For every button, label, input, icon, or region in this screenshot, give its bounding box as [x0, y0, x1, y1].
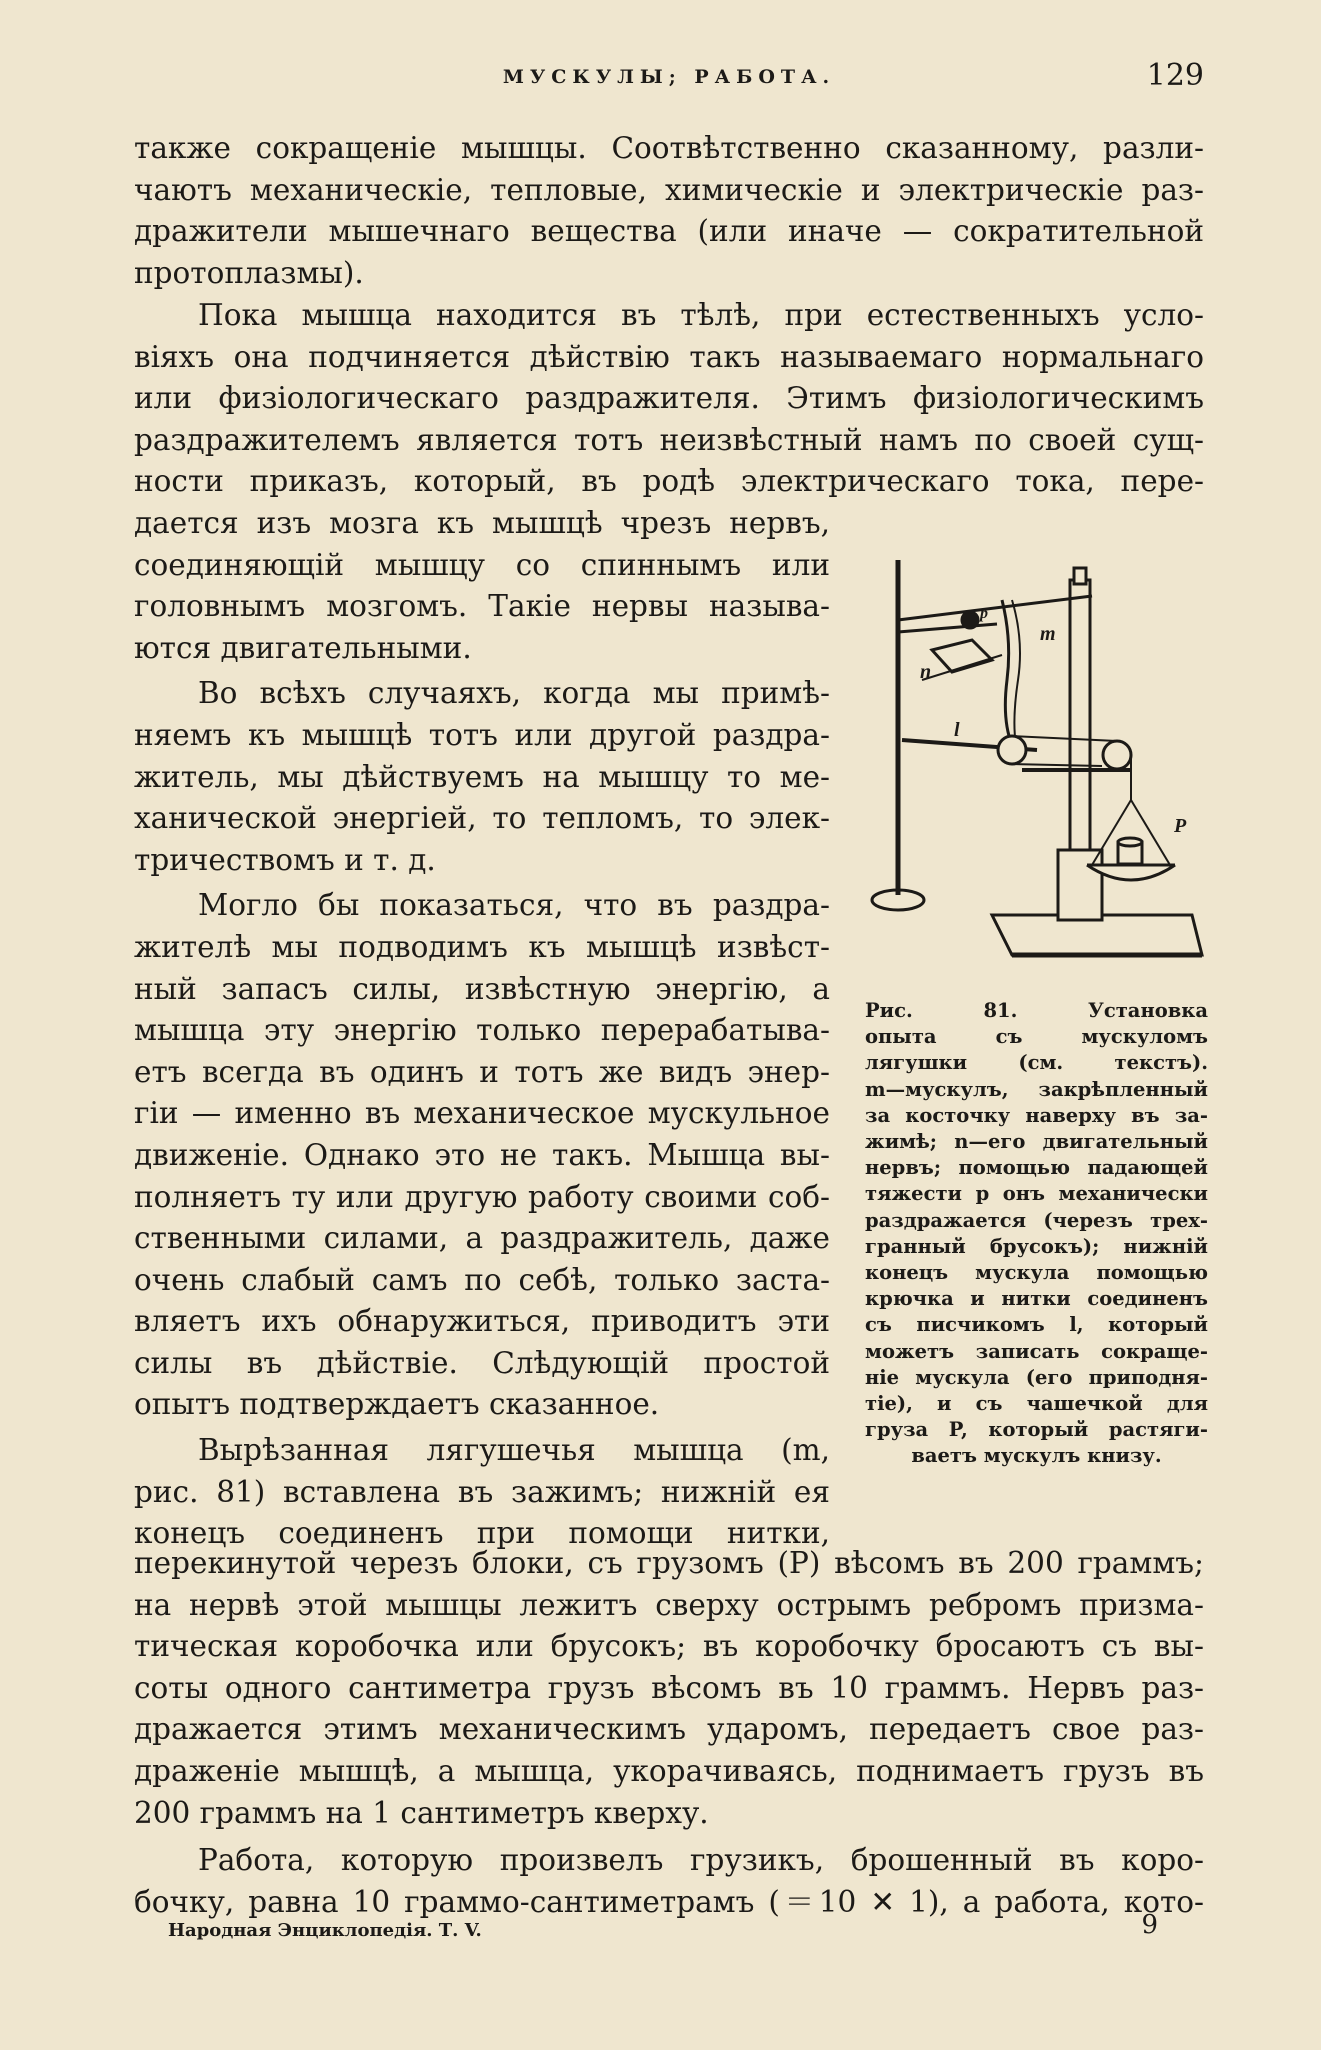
text-line: Вырѣзанная лягушечья мышца (m, [198, 1433, 830, 1468]
caption-line: Рис. 81. Установка [865, 999, 1208, 1022]
paragraph-physiological-stimulus [134, 295, 1204, 503]
text-line: Работа, которую произвелъ грузикъ, брошенный въ коро- [198, 1843, 1204, 1877]
text-line: движеніе. Однако это не такъ. Мышца вы- [134, 1137, 830, 1172]
paragraph-continuation [134, 128, 1204, 294]
paragraph-experiment [134, 1543, 1204, 1834]
caption-line: гранный брусокъ); нижній [865, 1234, 1208, 1258]
caption-line: съ писчикомъ l, который [865, 1313, 1208, 1337]
caption-line: нервъ; помощью падающей [865, 1156, 1208, 1180]
text-line: дражители мышечнаго вещества (или иначе — сократительной [134, 214, 1204, 249]
text-line: гіи — именно въ механическое мускульное [134, 1096, 830, 1131]
caption-line: груза P, который растяги- [865, 1418, 1208, 1442]
page-number: 129 [1146, 58, 1204, 93]
text-line: няемъ къ мышцѣ тотъ или другой раздра- [134, 717, 830, 752]
text-line: силы въ дѣйствіе. Слѣдующій простой [134, 1345, 830, 1380]
caption-line: за косточку наверху въ за- [865, 1103, 1208, 1127]
text-line: очень слабый самъ по себѣ, только заста- [134, 1262, 830, 1297]
figure-81-apparatus [862, 560, 1212, 990]
text-line: рис. 81) вставлена въ зажимъ; нижній ея [134, 1474, 830, 1509]
label-P: P [1174, 815, 1187, 837]
caption-line: ваетъ мускулъ книзу. [911, 1444, 1162, 1468]
text-line: 200 граммъ на 1 сантиметръ кверху. [134, 1795, 709, 1830]
pulley-left [998, 736, 1026, 764]
imprint: Народная Энциклопедія. Т. V. [168, 1920, 482, 1941]
text-line: на нервѣ этой мышцы лежитъ сверху острымъ ребромъ призма- [134, 1587, 1204, 1622]
text-line: ный запасъ силы, извѣстную энергію, а [134, 971, 830, 1006]
text-line: ханической энергіей, то тепломъ, то элек- [134, 801, 830, 836]
label-m: m [1040, 623, 1056, 645]
text-line: опытъ подтверждаетъ сказанное. [134, 1387, 660, 1422]
text-line: ются двигательными. [134, 630, 472, 665]
caption-line: можетъ записать сокраще- [865, 1339, 1208, 1363]
page-footer [168, 1910, 1158, 1950]
text-line: мышца эту энергію только перерабатыва- [134, 1013, 830, 1048]
text-line: протоплазмы). [134, 255, 364, 290]
caption-line: крючка и нитки соединенъ [865, 1287, 1208, 1311]
text-line: соединяющій мышцу со спиннымъ или [134, 547, 830, 582]
clamp-arm [898, 596, 1092, 620]
pulley-right [1103, 741, 1131, 769]
text-line: жителѣ мы подводимъ къ мышцѣ извѣст- [134, 929, 830, 964]
label-p: p [980, 605, 988, 622]
text-line: вляетъ ихъ обнаружиться, приводитъ эти [134, 1304, 830, 1339]
signature-mark: 9 [1141, 1910, 1158, 1940]
narrow-column [134, 503, 830, 1555]
text-line: драженіе мышцѣ, а мышца, укорачиваясь, поднимаетъ грузъ въ [134, 1753, 1204, 1788]
figure-caption [865, 998, 1208, 1470]
text-line: ственными силами, а раздражитель, даже [134, 1221, 830, 1256]
text-line: соты одного сантиметра грузъ вѣсомъ въ 10 граммъ. Нервъ раз- [134, 1670, 1204, 1705]
muscle [1002, 600, 1012, 745]
text-line: Во всѣхъ случаяхъ, когда мы примѣ- [198, 676, 830, 711]
text-line: Пока мышца находится въ тѣлѣ, при естественныхъ усло- [198, 298, 1204, 332]
caption-line: раздражается (черезъ трех- [865, 1208, 1208, 1232]
text-line: житель, мы дѣйствуемъ на мышцу то ме- [134, 759, 830, 794]
caption-line: опыта съ мускуломъ [865, 1025, 1208, 1049]
text-line: головнымъ мозгомъ. Такіе нервы называ- [134, 589, 830, 624]
text-line: раздражителемъ является тотъ неизвѣстный намъ по своей сущ- [134, 422, 1204, 457]
text-line: Могло бы показаться, что въ раздра- [198, 888, 830, 923]
caption-line: m—мускулъ, закрѣпленный [865, 1077, 1208, 1101]
text-line: тричествомъ и т. д. [134, 842, 436, 877]
text-line: чаютъ механическіе, тепловые, химическіе и электрическіе раз- [134, 172, 1204, 207]
text-line: тическая коробочка или брусокъ; въ коробочку бросаютъ съ вы- [134, 1629, 1204, 1664]
text-line: перекинутой черезъ блоки, съ грузомъ (P) вѣсомъ въ 200 граммъ; [134, 1546, 1204, 1580]
text-line: дражается этимъ механическимъ ударомъ, передаетъ свое раз- [134, 1712, 1204, 1747]
text-line: или физіологическаго раздражителя. Этимъ физіологическимъ [134, 381, 1204, 416]
text-line: также сокращеніе мышцы. Соотвѣтственно сказанному, разли- [134, 131, 1204, 165]
falling-weight [962, 612, 978, 628]
caption-line: тяжести p онъ механически [865, 1182, 1208, 1206]
text-line: полняетъ ту или другую работу своими соб- [134, 1179, 830, 1214]
label-n: n [920, 661, 932, 683]
text-line: етъ всегда въ одинъ и тотъ же видъ энер- [134, 1054, 830, 1089]
label-l: l [954, 719, 960, 741]
caption-line: жимѣ; n—его двигательный [865, 1130, 1208, 1154]
caption-line: ніе мускула (его приподня- [865, 1365, 1208, 1389]
apparatus-illustration [862, 560, 1212, 990]
text-line: ности приказъ, который, въ родѣ электрическаго тока, пере- [134, 464, 1204, 499]
text-line: конецъ соединенъ при помощи нитки, [134, 1516, 830, 1551]
page-header [134, 58, 1204, 98]
text-line: віяхъ она подчиняется дѣйствію такъ называемаго нормальнаго [134, 339, 1204, 374]
caption-line: конецъ мускула помощью [865, 1261, 1208, 1285]
text-line: бочку, равна 10 граммо-сантиметрамъ (＝10 ✕ 1), а работа, кото- [134, 1884, 1204, 1919]
caption-line: лягушки (см. текстъ). [865, 1051, 1208, 1075]
caption-line: тіе), и съ чашечкой для [865, 1392, 1208, 1416]
running-title: МУСКУЛЫ; РАБОТА. [502, 66, 836, 88]
text-line: дается изъ мозга къ мышцѣ чрезъ нервъ, [134, 506, 830, 540]
